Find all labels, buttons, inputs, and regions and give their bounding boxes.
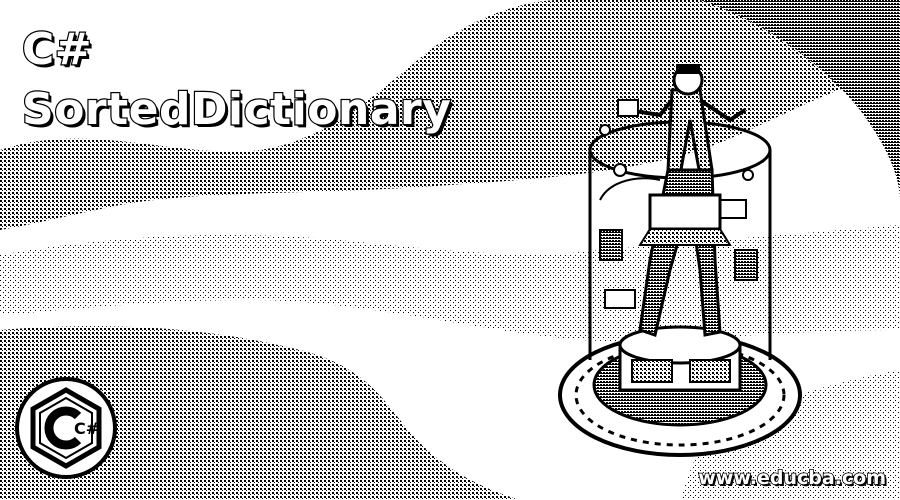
site-url: www.educba.com (698, 467, 886, 489)
csharp-logo-icon (14, 376, 118, 480)
title-line-1: C# (22, 24, 93, 75)
logo-label: C# (74, 419, 100, 438)
wave-middle (0, 225, 900, 341)
title-line-2: SortedDictionary (22, 84, 452, 135)
